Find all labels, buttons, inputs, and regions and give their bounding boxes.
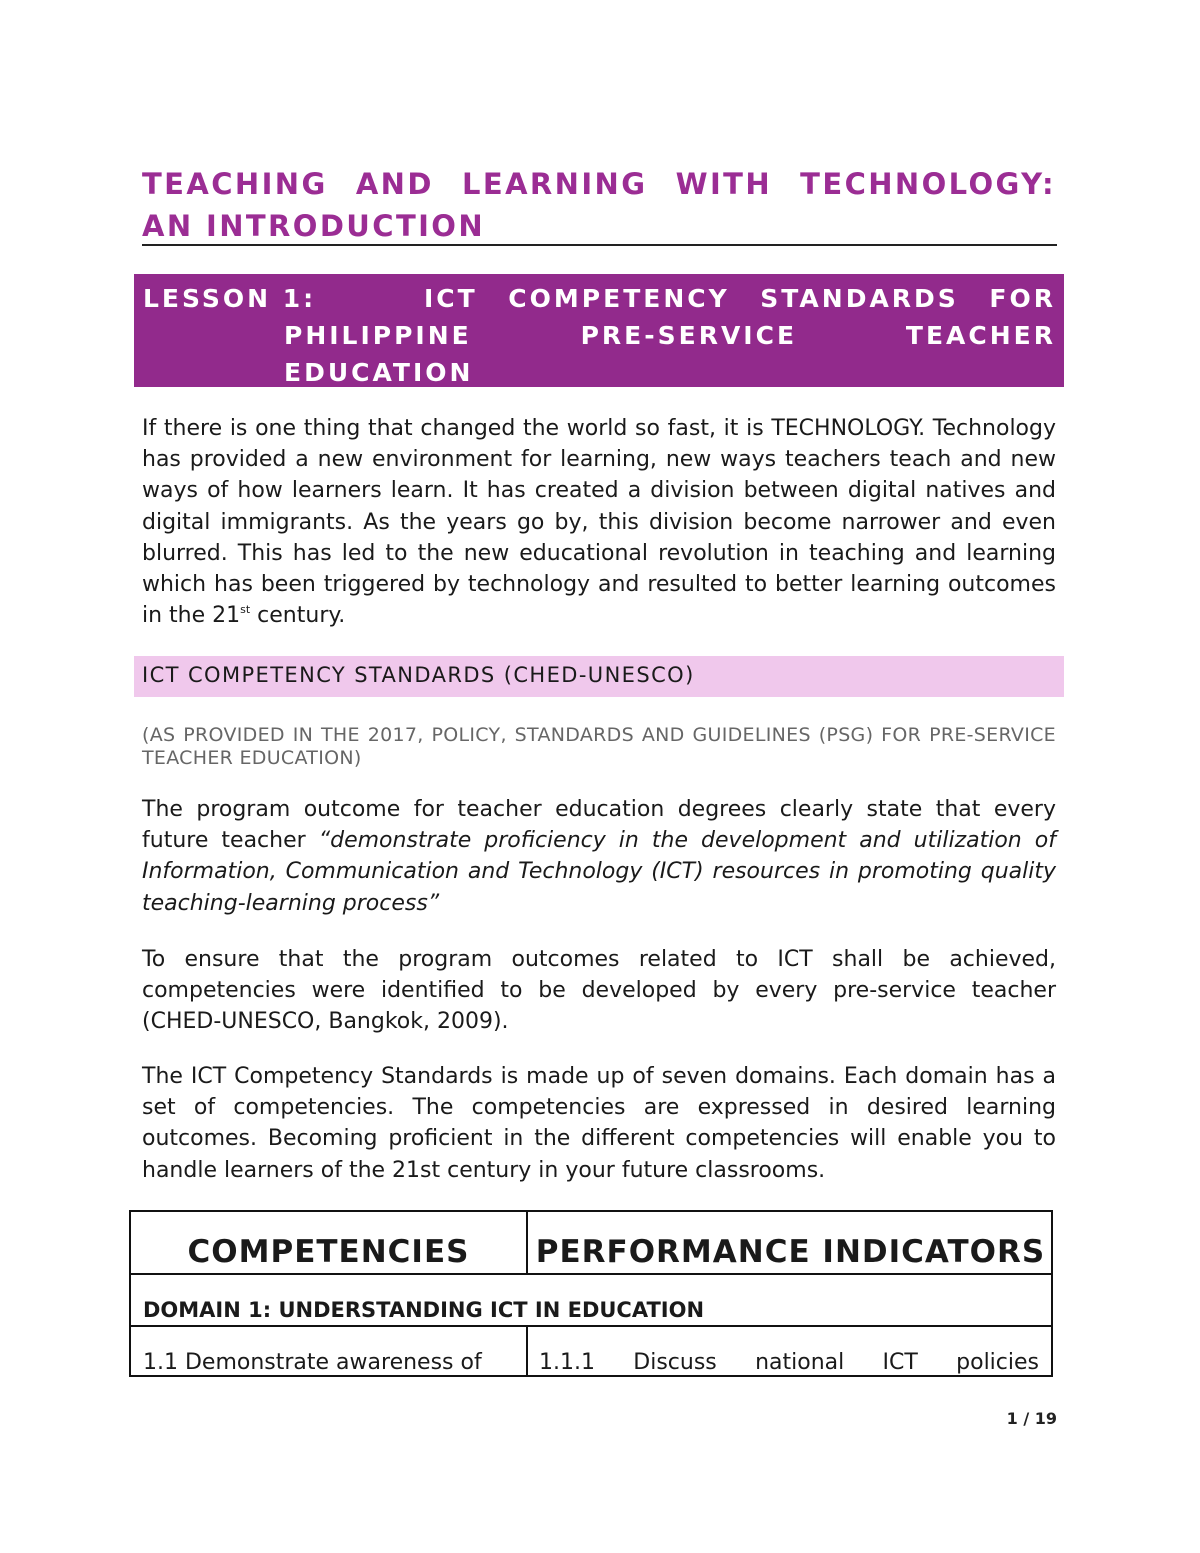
lesson-banner bbox=[134, 274, 1064, 387]
program-outcome-quote: “demonstrate proficiency in the development and utilization of Information, Communication and Technology (ICT) resources in promoting quality teaching-learning process” bbox=[142, 828, 1056, 916]
document-title: TEACHING AND LEARNING WITH TECHNOLOGY: AN INTRODUCTION bbox=[142, 167, 1056, 243]
program-outcome-lead: The program outcome for teacher education degrees clearly state that every future teacher bbox=[142, 797, 1056, 854]
intro-paragraph bbox=[142, 413, 1056, 631]
domain-heading: DOMAIN 1: UNDERSTANDING ICT IN EDUCATION bbox=[143, 1298, 705, 1322]
section-heading-bar bbox=[134, 656, 1064, 697]
competency-table bbox=[129, 1210, 1053, 1377]
title-underline bbox=[142, 244, 1057, 246]
competency-cell: 1.1 Demonstrate awareness of bbox=[143, 1350, 482, 1375]
domains-paragraph: The ICT Competency Standards is made up of seven domains. Each domain has a set of competencies. The competencies are expressed in desired learning outcomes. Becoming proficient in the different competencies will enable you to handle learners of the 21st century in your future classrooms. bbox=[142, 1064, 1056, 1183]
competencies-paragraph: To ensure that the program outcomes related to ICT shall be achieved, competencies were identified to be developed by every pre-service teacher (CHED-UNESCO, Bangkok, 2009). bbox=[142, 947, 1056, 1035]
lesson-title: ICT COMPETENCY STANDARDS FOR PHILIPPINE PRE-SERVICE TEACHER EDUCATION bbox=[284, 284, 1056, 387]
indicator-cell: 1.1.1 Discuss national ICT policies bbox=[539, 1350, 1039, 1375]
ordinal-suffix: st bbox=[240, 603, 251, 617]
table-rule bbox=[131, 1325, 1051, 1327]
header-performance-indicators: PERFORMANCE INDICATORS bbox=[535, 1234, 1046, 1270]
program-outcome-paragraph bbox=[142, 794, 1056, 919]
intro-text: If there is one thing that changed the world so fast, it is TECHNOLOGY. Technology has provided a new environment for learning, new ways teachers teach and new ways of how learners learn. It has created a division between digital natives and digital immigrants. As the years go by, this division become narrower and even blurred. This has led to the new educational revolution in teaching and learning which has been triggered by technology and resulted to better learning outcomes in the 21 bbox=[142, 416, 1056, 629]
table-column-rule bbox=[526, 1325, 528, 1377]
intro-text-end: century. bbox=[250, 603, 346, 629]
table-rule bbox=[131, 1273, 1051, 1275]
section-note: (AS PROVIDED IN THE 2017, POLICY, STANDARDS AND GUIDELINES (PSG) FOR PRE-SERVICE TEACHER EDUCATION) bbox=[142, 724, 1056, 769]
lesson-label: LESSON 1: bbox=[143, 284, 317, 313]
header-competencies: COMPETENCIES bbox=[187, 1234, 470, 1270]
page-number: 1 / 19 bbox=[1006, 1409, 1057, 1428]
section-heading: ICT COMPETENCY STANDARDS (CHED-UNESCO) bbox=[142, 663, 695, 687]
